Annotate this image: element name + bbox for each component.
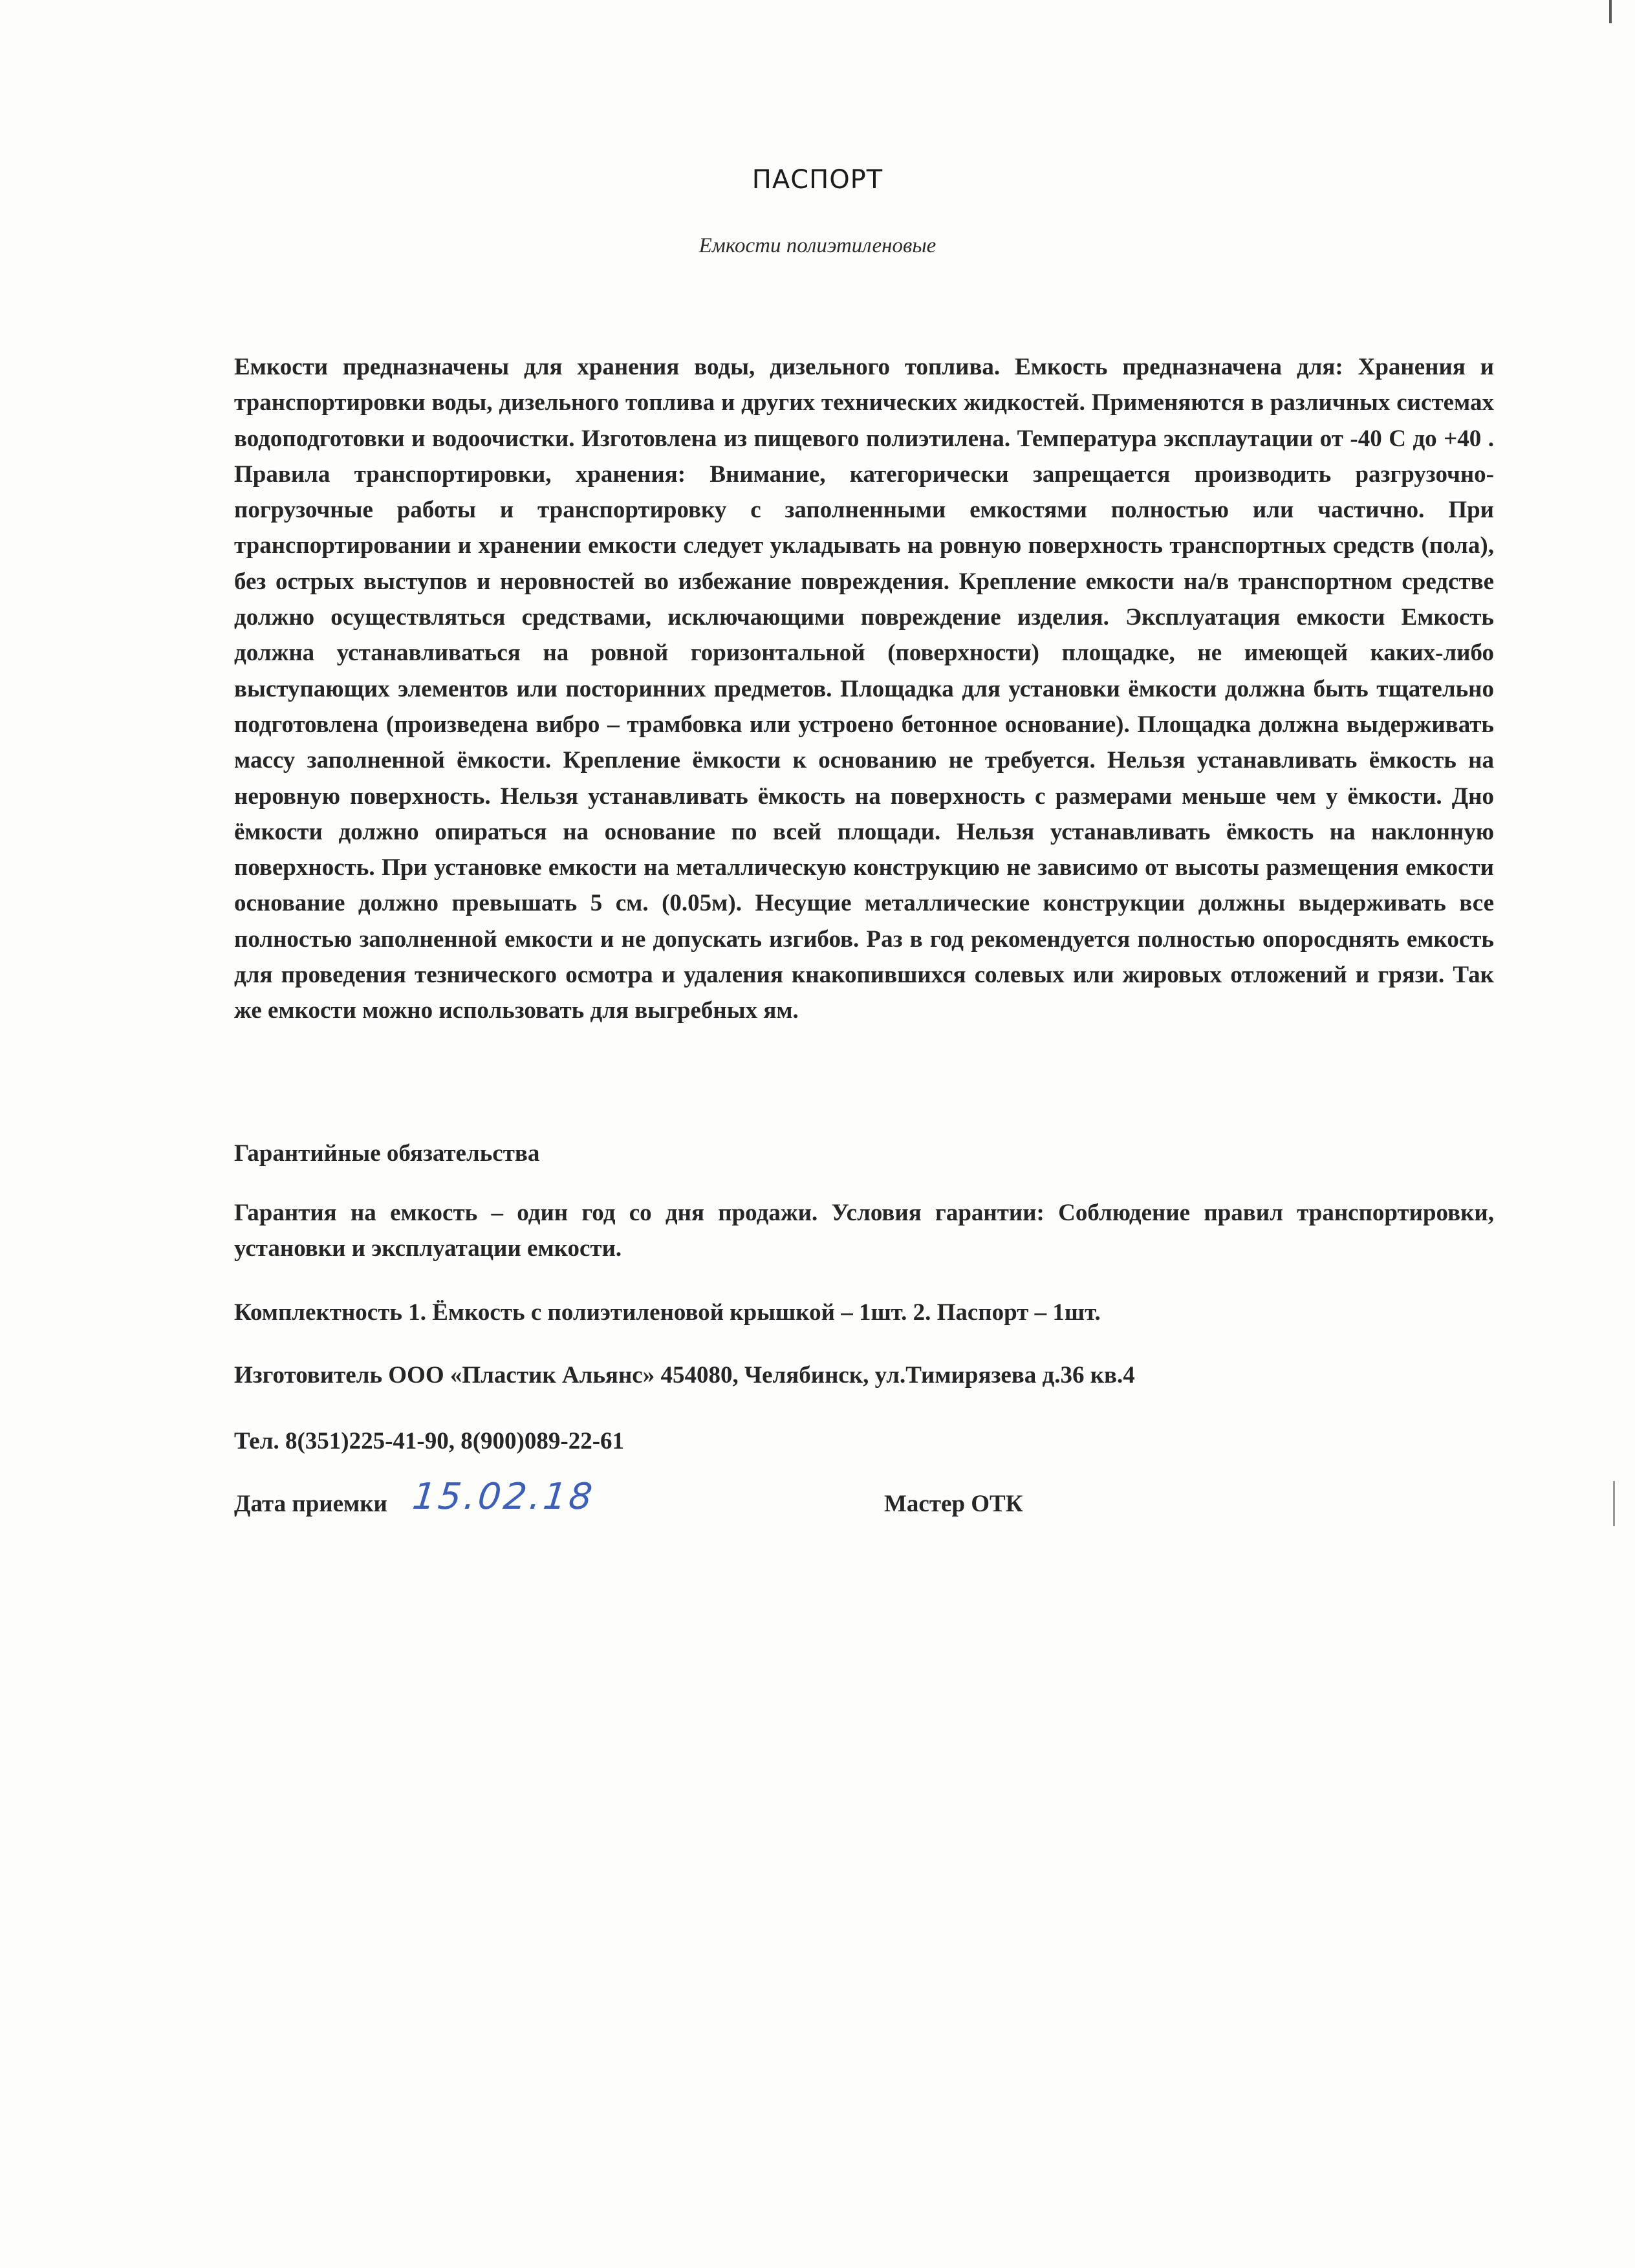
document-title: ПАСПОРТ bbox=[752, 165, 883, 195]
handwritten-acceptance-date: 15.02.18 bbox=[410, 1476, 597, 1518]
scan-edge-mark bbox=[1609, 0, 1612, 23]
scan-edge-mark-lower bbox=[1613, 1481, 1615, 1526]
acceptance-date-label: Дата приемки bbox=[234, 1491, 387, 1517]
document-subtitle: Емкости полиэтиленовые bbox=[698, 234, 937, 257]
qc-master-label: Мастер ОТК bbox=[884, 1491, 1023, 1517]
warranty-heading: Гарантийные обязательства bbox=[234, 1140, 540, 1167]
manufacturer-line: Изготовитель ООО «Пластик Альянс» 454080, Челябинск, ул.Тимирязева д.36 кв.4 bbox=[234, 1362, 1135, 1388]
phone-line: Тел. 8(351)225-41-90, 8(900)089-22-61 bbox=[234, 1428, 625, 1454]
main-body-paragraph: Емкости предназначены для хранения воды, дизельного топлива. Емкость предназначена для: Хранения и транспортировки воды, дизельного топлива и других технических жидкостей. Применяются в различных системах водоподготовки и водоочистки. Изготовлена из пищевого полиэтилена. Температура эксплаутации от -40 С до +40 . Правила транспортировки, хранения: Внимание, категорически запрещается производить разгрузочно-погрузочные работы и транспортировку с заполненными емкостями полностью или частично. При транспортировании и хранении емкости следует укладывать на ровную поверхность транспортных средств (пола), без острых выступов и неровностей во избежание повреждения. Крепление емкости на/в транспортном средстве должно осуществляться средствами, исключающими повреждение изделия. Эксплуатация емкости Емкость должна устанавливаться на ровной горизонтальной (поверхности) площадке, не имеющей каких-либо выступающих элементов или посторинних предметов. Площадка для установки ёмкости должна быть тщательно подготовлена (произведена вибро – трамбовка или устроено бетонное основание). Площадка должна выдерживать массу заполненной ёмкости. Крепление ёмкости к основанию не требуется. Нельзя устанавливать ёмкость на неровную поверхность. Нельзя устанавливать ёмкость на поверхность с размерами меньше чем у ёмкости. Дно ёмкости должно опираться на основание по всей площади. Нельзя устанавливать ёмкость на наклонную поверхность. При установке емкости на металлическую конструкцию не зависимо от высоты размещения емкости основание должно превышать 5 см. (0.05м). Несущие металлические конструкции должны выдерживать все полностью заполненной емкости и не допускать изгибов. Раз в год рекомендуется полностью опоросднять емкость для проведения тезнического осмотра и удаления кнакопившихся солевых или жировых отложений и грязи. Так же емкости можно использовать для выгребных ям. bbox=[234, 354, 1494, 1024]
acceptance-row bbox=[234, 1476, 1494, 1528]
warranty-paragraph: Гарантия на емкость – один год со дня продажи. Условия гарантии: Соблюдение правил транспортировки, установки и эксплуатации емкости. bbox=[234, 1200, 1494, 1262]
completeness-line: Комплектность 1. Ёмкость с полиэтиленовой крышкой – 1шт. 2. Паспорт – 1шт. bbox=[234, 1299, 1101, 1326]
